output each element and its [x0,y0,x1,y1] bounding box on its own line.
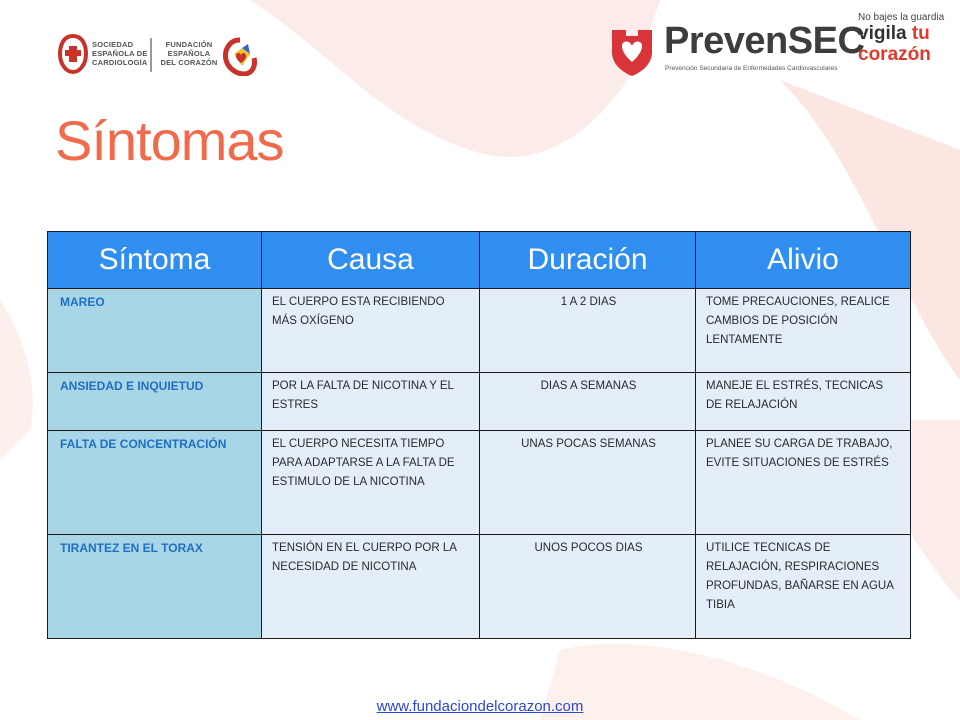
symptom-cell: TIRANTEZ EN EL TORAX [48,535,262,639]
header-causa: Causa [262,232,480,289]
logo-separator [150,38,152,72]
relief-cell: UTILICE TECNICAS DE RELAJACIÓN, RESPIRACIONES PROFUNDAS, BAÑARSE EN AGUA TIBIA [696,535,911,639]
relief-cell: PLANEE SU CARGA DE TRABAJO, EVITE SITUACIONES DE ESTRÉS [696,431,911,535]
cause-cell: EL CUERPO ESTA RECIBIENDO MÁS OXÍGENO [262,289,480,373]
slogan-corazon: corazón [858,44,931,65]
prevensec-slogan [858,12,960,65]
relief-cell: TOME PRECAUCIONES, REALICE CAMBIOS DE POSICIÓN LENTAMENTE [696,289,911,373]
header-duracion: Duración [480,232,696,289]
slogan-line-1: No bajes la guardia [858,12,945,23]
prevensec-heart-icon [608,22,656,78]
table-header-row [48,232,911,289]
slogan-tu: tu [911,23,930,44]
duration-cell: 1 A 2 DIAS [480,289,696,373]
fec-line-3: DEL CORAZÓN [160,58,218,67]
sec-line-3: CARDIOLOGÍA [92,58,148,67]
table-row [48,535,911,639]
duration-cell: UNAS POCAS SEMANAS [480,431,696,535]
duration-cell: DIAS A SEMANAS [480,373,696,431]
symptom-cell: FALTA DE CONCENTRACIÓN [48,431,262,535]
duration-cell: UNOS POCOS DIAS [480,535,696,639]
slogan-vigila: vigila [858,23,907,44]
fec-line-2: ESPAÑOLA [167,49,211,58]
website-link[interactable]: www.fundaciondelcorazon.com [376,698,584,715]
prevensec-subtitle: Prevención Secundaria de Enfermedades Cardiovasculares [665,65,838,72]
header-alivio: Alivio [696,232,911,289]
cause-cell: POR LA FALTA DE NICOTINA Y EL ESTRES [262,373,480,431]
sec-fundacion-logo [58,34,258,78]
sec-line-2: ESPAÑOLA DE [92,49,148,58]
symptom-cell: MAREO [48,289,262,373]
header-sintoma: Síntoma [48,232,262,289]
cause-cell: EL CUERPO NECESITA TIEMPO PARA ADAPTARSE A LA FALTA DE ESTIMULO DE LA NICOTINA [262,431,480,535]
prevensec-logo [608,12,948,80]
symptoms-table [47,231,911,639]
table-row [48,431,911,535]
fec-line-1: FUNDACIÓN [165,40,213,49]
table-row [48,289,911,373]
cause-cell: TENSIÓN EN EL CUERPO POR LA NECESIDAD DE NICOTINA [262,535,480,639]
table-row [48,373,911,431]
relief-cell: MANEJE EL ESTRÉS, TECNICAS DE RELAJACIÓN [696,373,911,431]
sec-line-1: SOCIEDAD [92,40,134,49]
symptom-cell: ANSIEDAD E INQUIETUD [48,373,262,431]
sec-emblem-icon [58,34,88,74]
prevensec-name: PrevenSEC [664,20,865,62]
page-title: Síntomas [55,109,284,172]
fundacion-heart-icon [222,36,258,76]
